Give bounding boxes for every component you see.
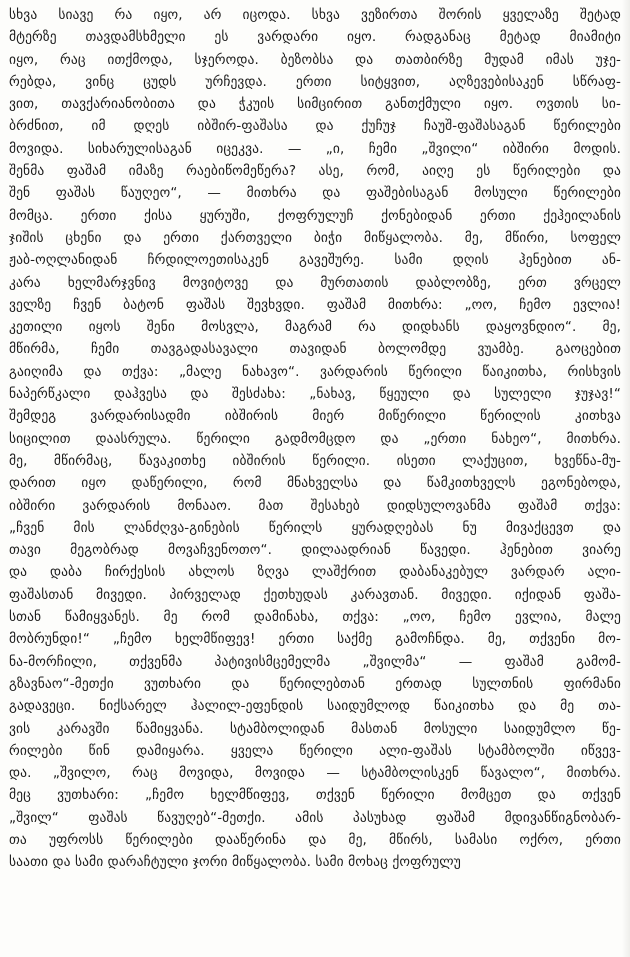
text-line: მომცა. ერთი ქისა ყურუში, ქოფრულუჩ ქონებიდან ერთი ქეჰეილანის <box>9 207 621 224</box>
text-line: ჟაბ-ოღლანიდან ჩრდილოეთისაკენ გავეშურე. სამი დღის ჰენებით ან- <box>9 252 621 269</box>
text-block <box>9 4 621 874</box>
text-line: კეთილი იყოს შენი მოსვლა, მაგრამ რა დიდხანს დაყოვნდიო“. მე, <box>9 319 621 336</box>
text-line: გზავნაო“-მეთქი ვუთხარი და წერილებთან ერთად სულთნის ფირმანი <box>9 675 621 692</box>
text-line: გაიღიმა და თქვა: „მალე ნახავო“. ვარდარის წერილი წაიკითხა, რისხვის <box>9 363 621 380</box>
text-line: ჯიშის ცხენი და ერთი ქართველი ბიჭი მიწყალობა. მე, მწირი, სოფელ <box>9 229 621 246</box>
text-line: შენ ფაშას წაუღეო“, — მითხრა და ფაშებისაგან მოსული წერილები <box>9 185 621 202</box>
page-edge-shadow <box>622 0 630 957</box>
text-line: მობრუნდი!“ „ჩემო ხელმწიფევ! ერთი საქმე გამოჩნდა. მე, თქვენი მო- <box>9 631 621 648</box>
text-line: ვით, თავქარიანობითა და ჭკუის სიმცირით განთქმული იყო. ოვთის სი- <box>9 96 621 113</box>
text-line: იბშირი ვარდარის მონააო. მათ შესახებ დიდსულოვანმა ფაშამ თქვა: <box>9 497 621 514</box>
text-line: სხვა სიავე რა იყო, არ იცოდა. სხვა ვეზირთა შორის ყველაზე შეტად <box>9 7 621 23</box>
text-line: დარით იყო დაწერილი, რომ მნახველსა და წამკითხველს ეგონებოდა, <box>9 475 621 492</box>
text-line: სთან წამიყვანეს. მე რომ დამინახა, თქვა: „ოო, ჩემო ევლია, მალე <box>9 609 621 626</box>
text-line: ნაპერწკალი დაჰვესა და შესძახა: „ნახავ, წყეული და სულელი ჯუჯავ!“ <box>9 386 621 403</box>
text-line: იყო, რაც ითქმოდა, სჯეროდა. ბეზობსა და თათბირზე მუდამ იმას უჯე- <box>9 51 621 68</box>
text-line: საათი და სამი დარაჩტული ჯორი მიწყალობა. სამი მოხაც ქოფრულუ <box>9 854 461 871</box>
text-line: და. „შვილო, რაც მოვიდა, მოვიდა — სტამბოლისკენ წავალო“, მითხრა. <box>9 765 621 782</box>
text-line: თავი მეგობრად მოვაჩვენოთო“. დილაადრიან წავედი. ჰენებით ვიარე <box>9 542 621 559</box>
text-line: მტერზე თავდამსხმელი ეს ვარდარი იყო. რადგანაც მეტად მიამიტი <box>9 29 621 46</box>
text-line: ვის კარავში წამიყვანა. სტამბოლიდან მასთან მოსული საიდუმლო წე- <box>9 720 621 737</box>
text-line: ნა-მორჩილი, თქვენმა პატივისმცემელმა „შვილმა“ — ფაშამ გამომ- <box>9 653 621 670</box>
text-line: შემდეგ ვარდარისადმი იბშირის მიერ მიწერილი წერილის კითხვა <box>9 408 621 425</box>
text-line: ველზე ჩვენ ბატონ ფაშას შევხვდი. ფაშამ მითხრა: „ოო, ჩემო ევლია! <box>9 296 621 313</box>
text-line: „შვილ“ ფაშას წავუღებ“-მეთქი. ამის პასუხად ფაშამ მდივანწიგნობარ- <box>9 809 621 826</box>
text-line: „ჩვენ მის ლანძღვა-გინების წერილს ყურადღებას ნუ მივაქცევთ და <box>9 519 621 536</box>
text-line: და დაბა ჩირქესის ახლოს ზღვა ლაშქრით დაბანაკებულ ვარდარ ალი- <box>9 564 621 581</box>
text-line: შენმა ფაშამ იმაზე რაებიწომეწერა? ასე, რომ, აიღე ეს წერილები და <box>9 163 621 180</box>
text-line: ფაშასთან მივედი. პირველად ქეთხუდას კარავთან. მივედი. იქიდან ფაშა- <box>9 586 621 603</box>
text-line: მოვიდა. სიხარულისაგან იცეკვა. — „ი, ჩემი „შვილი“ იბშირი მოდის. <box>9 140 621 157</box>
text-line: მეც ვუთხარი: „ჩემო ხელმწიფევ, თქვენ წერილი მომცეთ და თქვენ <box>9 787 621 804</box>
text-line: გადავეცი. ნიქსარელ ჰალილ-ეფენდის საიდუმლოდ წაიკითხა და მე თა- <box>9 698 621 715</box>
text-line: მე, მწირმაც, წავაკითხე იბშირის წერილი. ისეთი ლაქუცით, ხვეწნა-მუ- <box>9 452 621 469</box>
text-line: თა უფროსს წერილები დააწერინა და მე, მწირს, სამასი ოქრო, ერთი <box>9 831 621 848</box>
text-line: კარა ხელმარჯვნივ მოვიტოვე და მურთათის დაბლობზე, ერთ ვრცელ <box>9 274 621 291</box>
text-line: მწირმა, ჩემი თავგადასავალი თავიდან ბოლომდე ვუამბე. გაოცებით <box>9 341 621 358</box>
text-line: რილები წინ დამიყარა. ყველა წერილი ალი-ფაშას სტამბოლში იწვევ- <box>9 742 621 759</box>
text-line: ბრძნით, იმ დღეს იბშირ-ფაშასა და ქუჩუჯ ჩაუშ-ფაშასაგან წერილები <box>9 118 621 135</box>
text-line: სიცილით დაასრულა. წერილი გადმომცდო და „ერთი ნახეო“, მითხრა. <box>9 430 621 447</box>
text-line: რებდა, ვინც ცუდს ურჩევდა. ერთი სიტყვით, აღზევებისაკენ სწრაფ- <box>9 73 621 90</box>
